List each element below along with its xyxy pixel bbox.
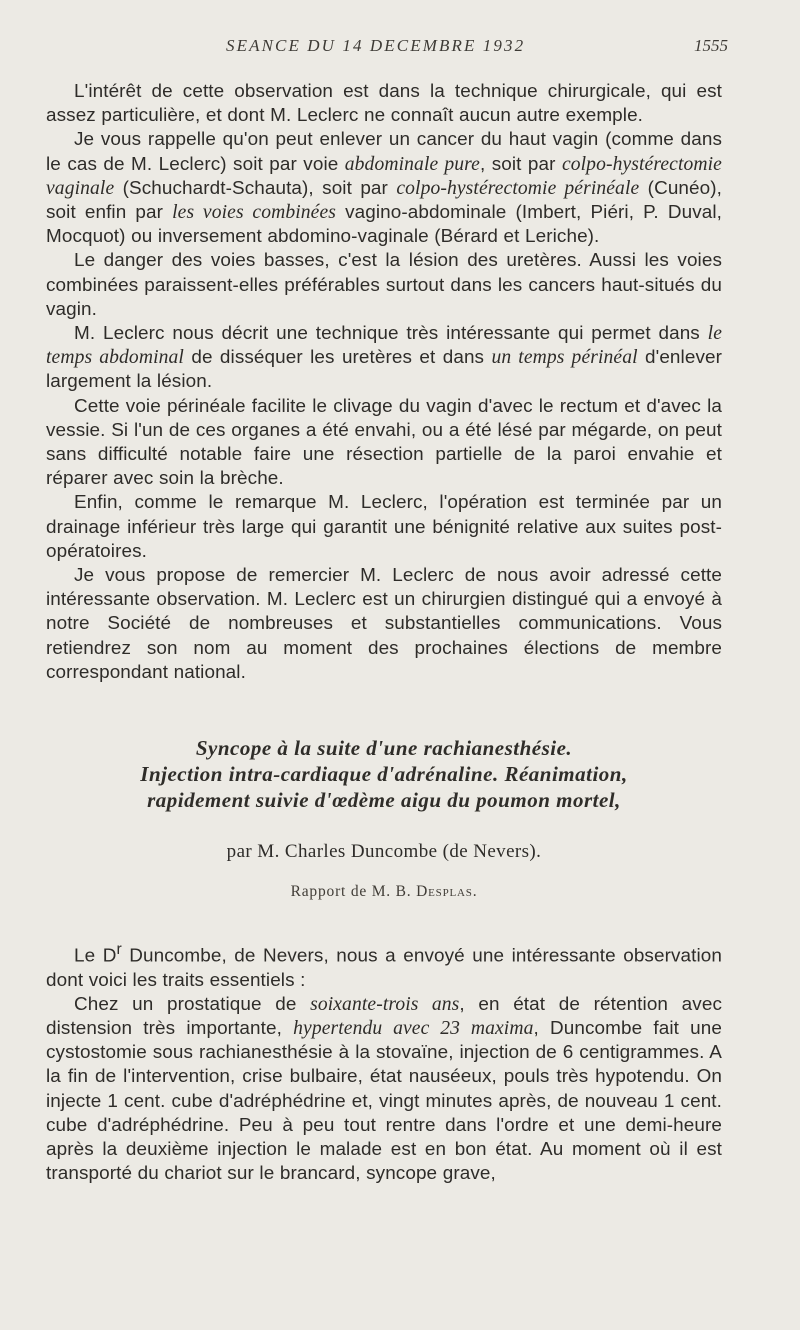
text-run: vagino-abdominale (Imbert, Piéri, P. Duval, Mocquot) ou inversement abdomino-vaginale (Bérard et Leriche). bbox=[46, 202, 722, 248]
text-run: (Schuchardt-Schauta), soit par bbox=[114, 177, 397, 199]
text-run: de disséquer les uretères et dans bbox=[183, 347, 492, 369]
text-run: d'enlever largement la lésion. bbox=[46, 347, 722, 393]
article-title-line-1: Syncope à la suite d'une rachianesthésie. bbox=[195, 736, 573, 761]
author-name: Charles Duncombe bbox=[284, 841, 438, 863]
paragraph: Cette voie périnéale facilite le clivage du vagin d'avec le rectum et d'avec la vessie. Si l'un de ces organes a été envahi, ou a été lésé par mégarde, on peut sans difficulté notable faire une résection partielle de la paroi envahie et réparer avec soin la brèche. bbox=[46, 395, 722, 490]
article-title bbox=[46, 735, 722, 813]
paragraph bbox=[46, 322, 722, 395]
report-prefix: Rapport de M. B. bbox=[290, 883, 417, 901]
text-run: M. Leclerc nous décrit une technique très intéressante qui permet dans bbox=[74, 323, 708, 345]
page-number: 1555 bbox=[694, 36, 728, 55]
paragraph: L'intérêt de cette observation est dans la technique chirurgicale, qui est assez particulière, et dont M. Leclerc ne connaît aucun autre exemple. bbox=[46, 81, 722, 127]
report-attribution bbox=[46, 881, 722, 903]
paragraph: Le danger des voies basses, c'est la lésion des uretères. Aussi les voies combinées paraissent-elles préférables surtout dans les cancers haut-situés du vagin. bbox=[46, 250, 722, 320]
text-run: , soit par bbox=[479, 153, 562, 175]
paragraph: Je vous propose de remercier M. Leclerc de nous avoir adressé cette intéressante observation. M. Leclerc est un chirurgien distingué qui a envoyé à notre Société de nombreuses et substantielles communications. Vous retiendrez son nom au moment des prochaines élections de membre correspondant national. bbox=[46, 565, 722, 683]
text-run: Je vous rappelle qu'on peut enlever un cancer du haut vagin (comme dans le cas de M. Leclerc) soit par voie bbox=[46, 129, 722, 175]
italic-text: hypertendu avec 23 maxima bbox=[293, 1017, 534, 1039]
running-header bbox=[46, 36, 728, 60]
byline-prefix: par M. bbox=[226, 841, 285, 863]
italic-text: colpo-hystérectomie périnéale bbox=[396, 177, 640, 199]
superscript: r bbox=[116, 941, 122, 959]
text-run: Duncombe, de Nevers, nous a envoyé une intéressante observation dont voici les traits essentiels : bbox=[46, 945, 722, 991]
paragraph bbox=[46, 993, 722, 1187]
article-title-line-2: Injection intra-cardiaque d'adrénaline. Réanimation, bbox=[140, 762, 628, 787]
text-run: Chez un prostatique de bbox=[74, 993, 311, 1015]
italic-text: le temps abdominal bbox=[46, 323, 722, 369]
text-run: , en état de rétention avec distension très importante, bbox=[46, 993, 722, 1039]
italic-text: soixante-trois ans bbox=[310, 993, 460, 1015]
italic-text: abdominale pure bbox=[344, 153, 480, 175]
page-content bbox=[46, 80, 722, 1186]
italic-text: colpo-hystérectomie vaginale bbox=[46, 153, 722, 199]
section-gap bbox=[46, 903, 722, 938]
paragraph bbox=[46, 938, 722, 993]
paragraph: Enfin, comme le remarque M. Leclerc, l'opération est terminée par un drainage inférieur très large qui garantit une bénignité relative aux suites post-opératoires. bbox=[46, 492, 722, 562]
article-title-line-3: rapidement suivie d'œdème aigu du poumon mortel, bbox=[147, 788, 621, 813]
report-suffix: . bbox=[472, 883, 478, 901]
section-gap bbox=[46, 685, 722, 735]
text-run: (Cunéo), soit enfin par bbox=[46, 177, 722, 224]
header-title: SEANCE DU 14 DECEMBRE 1932 bbox=[226, 36, 526, 55]
italic-text: les voies combinées bbox=[172, 202, 336, 224]
reporter-name: Desplas bbox=[416, 883, 473, 901]
author-byline bbox=[46, 840, 722, 864]
text-run: , Duncombe fait une cystostomie sous rachianesthésie à la stovaïne, injection de 6 centigrammes. A la fin de l'intervention, crise bulbaire, état nauséeux, pouls très hypotendu. On injecte 1 cent. cube d'adréphédrine et, vingt minutes après, de nouveau 1 cent. cube d'adréphédrine. Peu à peu tout rentre dans l'ordre et une demi-heure après la deuxième injection le malade est en bon état. Au moment où il est transporté du chariot sur le brancard, syncope grave, bbox=[46, 1017, 722, 1185]
italic-text: un temps périnéal bbox=[491, 347, 638, 369]
paragraph bbox=[46, 128, 722, 249]
author-location: (de Nevers). bbox=[437, 841, 542, 863]
text-run: Le D bbox=[74, 945, 117, 967]
